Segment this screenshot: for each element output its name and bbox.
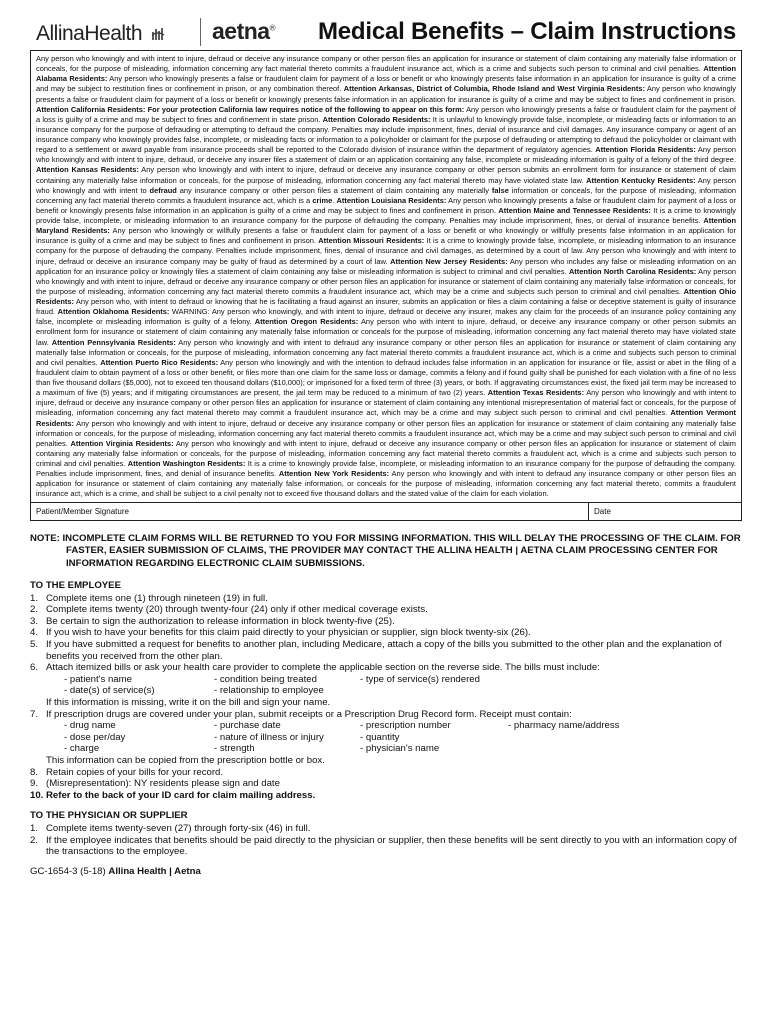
list-item (30, 593, 742, 605)
warning-text: Any person who with intent to injure, defraud, or deceive any insurance company or other person submits an enrollment form for insurance or statement of claim containing any materially false information or conceals for the purpose of misleading, information concerning any fact material thereto may have violated state law. (36, 317, 736, 347)
item-number: 1. (30, 823, 39, 835)
employee-instructions-list-end (30, 767, 742, 802)
item-number: 9. (30, 778, 39, 790)
state-heading: Attention Ohio Residents: (36, 286, 736, 306)
employee-instructions-list (30, 593, 742, 674)
employee-item-7 (30, 709, 742, 721)
warning-text: Any person who knowingly and with intent to injure, defraud or deceive any insurance company or other person files an application for insurance or statement of claim containing any intentional misrepresentation of material fact or conceals, for the purpose of misleading, information concerning any fact material thereto may commit a fraudulent insurance act, which may be a crime and may subject such person to criminal and civil penalties. (36, 388, 737, 418)
aetna-logo-text: aetna (212, 18, 270, 44)
warning-text: Any person who knowingly presents a false or fraudulent claim for payment of a loss or benefit or who knowingly presents false information in an application for insurance is guilty of a crime and may be subject to restitution fines or confinement in prison, or any combination thereof. (36, 74, 736, 94)
requirement-item: - quantity (360, 731, 400, 743)
state-heading: Attention North Carolina Residents: (568, 266, 697, 276)
state-heading: Attention New Jersey Residents: (390, 256, 508, 266)
warning-text: It is a crime to knowingly provide false, incomplete, or misleading information to an insurance company for the purpose of defrauding the company. Penalties include imprisonment, fines, denial of insurance and civil damages, as determined by a court of law. Any person who knowingly and with intent to injure, defraud or deceive an insurance company may be guilty of fraud as determined by a court of law. (36, 236, 736, 266)
list-item (30, 604, 742, 616)
fraud-warning-box (30, 50, 742, 502)
warning-text: Any person who knowingly and with intent to injure, defraud or deceive any insurance company or other person files an application for insurance or statement of claim containing any materially false information or conceals, for the purpose of misleading, information concerning any fact material thereto commits a fraudulent insurance act, which may be a crime and subjects such person to criminal and civil penalties. (36, 266, 736, 296)
item-number: 7. (30, 708, 39, 720)
state-heading: crime (312, 195, 333, 205)
warning-text: Any person who knowingly or willfully presents a false or fraudulent claim for payment of a loss or benefit or who knowingly or willfully presents false information in an application for insurance is guilty of a crime and may be subject to fines and confinement in prison. (36, 226, 736, 246)
list-item (30, 616, 742, 628)
warning-text: Any person who knowingly and with intent to injure, defraud or deceive any insurance company or other person files an application for insurance or statement of claim containing any materially false information or conceals, for the purpose of misleading, information concerning any fact material thereto commits a fraudulent insurance act, which is a crime and subjects such person to criminal and civil penalties. (36, 54, 736, 74)
footer-brand: Allina Health | Aetna (108, 865, 201, 877)
warning-text: Any person who knowingly and with the intention to defraud includes false information in an application for insurance or file, assist or abet in the filing of a fraudulent claim to obtain payment of a loss or other benefit, or files more than one claim for the same loss or damage, commits a felony and if found guilty shall be punished for each violation with a fine of no less than five thousand dollars ($5,000), not to exceed ten thousand dollars ($10,000); or imprisoned for a fixed term of three (3) years, or both. If aggravating circumstances exist, the fixed jail term may be increased to a maximum of five (5) years; and if mitigating circumstances are present, the jail term may be reduced to a minimum of two (2) years. (36, 357, 736, 398)
warning-text: It is a crime to knowingly provide false, incomplete, or misleading information to an insurance company for the purpose of defrauding the company. Penalties may include imprisonment, fines, or denial of insurance benefits. (36, 205, 736, 225)
list-item (30, 662, 742, 674)
employee-heading: TO THE EMPLOYEE (30, 579, 121, 591)
item-text: Attach itemized bills or ask your health care provider to complete the applicable section on the reverse side. The bills must include: (46, 662, 600, 674)
requirement-item: - condition being treated (214, 673, 317, 685)
item-text: If you wish to have your benefits for this claim paid directly to your physician or supplier, sign block twenty-six (26). (46, 627, 531, 639)
physician-heading: TO THE PHYSICIAN OR SUPPLIER (30, 810, 188, 822)
warning-text: Any person who knowingly and with intent to defraud any insurance company or other person files an application for insurance or statement of claim containing any materially false information or conceals, for the purpose of misleading, information concerning any fact material thereto commits a fraudulent insurance act, which is a crime and subjects such person to criminal and civil penalties. (36, 337, 736, 367)
list-item (30, 639, 742, 662)
state-heading: Attention California Residents: For your protection California law requires notice of the following to appear on this form: (36, 104, 465, 114)
list-item (30, 767, 742, 779)
warning-text: Any person who, with intent to defraud or knowing that he is facilitating a fraud against an insurer, submits an application or files a claim containing a false or deceptive statement is guilty of insurance fraud. (36, 297, 736, 317)
item-number: 3. (30, 615, 39, 627)
state-heading: Attention Louisiana Residents: (336, 195, 447, 205)
requirement-item: - charge (64, 743, 100, 755)
requirement-item: - dose per/day (64, 731, 126, 743)
page-header (30, 16, 742, 50)
warning-text: Any person who includes any false or misleading information on an application for an insurance policy or knowingly files a statement of claim containing any false or misleading information is subject to criminal and civil penalties. (36, 256, 736, 276)
state-heading: Attention Vermont Residents: (36, 408, 736, 428)
item-text: If you have submitted a request for benefits to another plan, including Medicare, attach a copy of the bills you submitted to the other plan and the explanation of benefits you received from the other plan. (46, 639, 722, 662)
allina-logo-text: AllinaHealth (36, 22, 143, 45)
rx-note: This information can be copied from the prescription bottle or box. (46, 755, 325, 766)
state-heading: Attention New York Residents: (278, 469, 390, 479)
list-item (30, 778, 742, 790)
item-number: 6. (30, 662, 39, 674)
form-footer (30, 866, 742, 877)
state-heading: Attention Kentucky Residents: (586, 175, 696, 185)
warning-text: Any person who knowingly and with intent to defraud any insurance company or other person files an application for insurance or statement of claim containing any materially false information, or conceals for the purpose of misleading, information concerning any fact material thereto, commits a fraudulent insurance act, which is a crime, and shall be subject to a civil penalty not to exceed five thousand dollars and the stated value of the claim for each violation. (36, 469, 736, 499)
state-heading: Attention Kansas Residents: (36, 165, 139, 175)
page-title: Medical Benefits – Claim Instructions (317, 18, 736, 45)
item-number: 2. (30, 604, 39, 616)
patient-signature-field[interactable]: Patient/Member Signature (31, 503, 589, 520)
state-heading: Attention Alabama Residents: (36, 64, 736, 84)
logo-divider (200, 18, 201, 46)
warning-text: Any person who knowingly and with intent to injure, defraud or deceive any insurance company or other person submits an enrollment form for insurance or statement of claim containing any materially false information or conceals, for the purpose of misleading, information concerning any fact material thereto may have violated state law. (36, 165, 736, 185)
requirement-item: - type of service(s) rendered (360, 673, 480, 685)
requirement-item: - purchase date (214, 720, 281, 732)
warning-text: any insurance company or other person files a statement of claim containing any materially (176, 185, 492, 195)
state-heading: Attention Oklahoma Residents: (57, 307, 170, 317)
requirement-item: - strength (214, 743, 255, 755)
item-number: 1. (30, 592, 39, 604)
item-text: If the employee indicates that benefits should be paid directly to the physician or supplier, then these benefits will be sent directly to you with an information copy of the transactions to the employee. (46, 834, 737, 858)
item-number: 4. (30, 627, 39, 639)
claim-note: NOTE: INCOMPLETE CLAIM FORMS WILL BE RETURNED TO YOU FOR MISSING INFORMATION. THIS WILL DELAY THE PROCESSING OF THE CLAIM. FOR FASTER, EASIER SUBMISSION OF CLAIMS, THE PROVIDER MAY CONTACT THE ALLINA HEALTH | AETNA CLAIM PROCESSING CENTER FOR INFORMATION REGARDING ELECTRONIC CLAIM SUBMISSIONS. (30, 532, 741, 570)
item-text: (Misrepresentation): NY residents please sign and date (46, 778, 280, 790)
requirement-item: - nature of illness or injury (214, 731, 324, 743)
requirement-item: - drug name (64, 720, 116, 732)
requirement-item (508, 732, 668, 744)
requirement-item: - pharmacy name/address (508, 720, 620, 732)
requirement-item: - patient's name (64, 673, 132, 685)
warning-text: Any person who knowingly and with intent to injure, defraud or deceive any insurance company or other person files an application for insurance or statement of claim containing any materially false information or conceals, for the purpose of misleading, information concerning any fact material thereto commits a fraudulent act, which is a crime and subjects such person to criminal and civil penalties. (36, 438, 737, 468)
item-number: 10. (30, 789, 44, 801)
item-number: 2. (30, 834, 39, 846)
list-item (30, 627, 742, 639)
state-heading: Attention Florida Residents: (595, 145, 696, 155)
receipt-requirements-list (30, 720, 742, 755)
trademark-icon: ® (269, 23, 275, 33)
bills-note: If this information is missing, write it on the bill and sign your name. (46, 697, 331, 709)
state-heading: Attention Puerto Rico Residents: (100, 357, 219, 367)
state-heading: Attention Texas Residents: (487, 388, 585, 398)
warning-text: Any person who knowingly and with intent to injure, defraud, or deceive any insurer files a statement of claim or an application containing any false, incomplete or misleading information is guilty of a felony of the third degree. (36, 145, 737, 165)
state-heading: Attention Maine and Tennessee Residents: (498, 205, 651, 215)
bills-requirements-list (30, 674, 742, 697)
item-number: 8. (30, 766, 39, 778)
warning-text: . (332, 195, 337, 205)
warning-text: Any person who knowingly presents a false or fraudulent claim for the payment of a loss is guilty of a crime and may be subject to fines and confinement in state prison. (36, 104, 736, 124)
warning-text: Any person who knowingly and with intent to (36, 175, 736, 195)
warning-text: information or conceals, for the purpose of misleading, information concerning any fact material thereto commits a fraudulent insurance act, which is a (36, 185, 736, 205)
aetna-logo (212, 18, 275, 45)
requirement-item: - relationship to employee (214, 685, 324, 697)
warning-text: WARNING: Any person who knowingly, and with intent to injure, defraud or deceive any insurer, makes any claim for the proceeds of an insurance policy containing any false, incomplete or misleading information is guilty of a felony. (36, 307, 737, 327)
item-text: Complete items twenty-seven (27) through forty-six (46) in full. (46, 823, 311, 835)
state-heading: Attention Oregon Residents: (254, 317, 359, 327)
warning-text: It is unlawful to knowingly provide false, incomplete, or misleading facts or information to an insurance company for the purpose of defrauding or attempting to defraud the company. Penalties may include imprisonment, fines, denial of insurance and civil damages. Any insurance company or agent of an insurance company who knowingly provides false, incomplete, or misleading facts or information to a policyholder or claimant for the purpose of defrauding or attempting to defraud the policyholder or claimant with regard to a settlement or award payable from insurance proceeds shall be reported to the Colorado division of insurance within the department of regulatory agencies. (36, 114, 737, 155)
state-heading: false (491, 185, 509, 195)
state-heading: defraud (149, 185, 177, 195)
warning-text: Any person who knowingly and with intent to injure, defraud or deceive any insurance company or other person files an application for insurance or statement of claim containing any materially false information or conceals, for the purpose of misleading, information concerning any fact material thereto commits a fraudulent insurance act, which may be a crime and may subject such person to criminal and civil penalties. (36, 418, 736, 448)
list-item (30, 823, 742, 835)
requirement-item: - prescription number (360, 720, 451, 732)
form-code: GC-1654-3 (5-18) (30, 865, 106, 877)
state-heading: Attention Virginia Residents: (70, 438, 174, 448)
item-text: Retain copies of your bills for your record. (46, 766, 224, 778)
signature-row (30, 502, 742, 521)
claim-instructions-page (30, 16, 742, 877)
item-text: Complete items twenty (20) through twenty-four (24) only if other medical coverage exists. (46, 604, 428, 616)
list-item (30, 790, 742, 802)
state-heading: Attention Maryland Residents: (36, 216, 736, 236)
item-text: Complete items one (1) through nineteen (19) in full. (46, 592, 268, 604)
warning-text: Any person who knowingly presents a false or fraudulent claim for payment of a loss or benefit or knowingly presents false information in an application is guilty of a crime and may be subject to fines and confinement in prison. (36, 195, 736, 215)
state-heading: Attention Arkansas, District of Columbia, Rhode Island and West Virginia Residents: (343, 84, 645, 94)
requirement-item: - date(s) of service(s) (64, 685, 155, 697)
state-heading: Attention Washington Residents: (127, 459, 246, 468)
state-heading: Attention Pennsylvania Residents: (51, 337, 176, 347)
allina-leaf-icon (150, 26, 166, 42)
list-item (30, 835, 742, 858)
item-text: Be certain to sign the authorization to release information in block twenty-five (25). (46, 615, 395, 627)
state-heading: Attention Missouri Residents: (318, 236, 425, 246)
list-item (30, 709, 742, 721)
physician-instructions-list (30, 823, 742, 858)
requirement-item: - physician's name (360, 743, 440, 755)
signature-date-field[interactable]: Date (594, 506, 611, 516)
warning-text: It is a crime to knowingly provide false, incomplete, or misleading information to an insurance company for the purpose of defrauding the company. Penalties include imprisonment, fines, and denial of insurance benefits. (36, 459, 736, 479)
item-text: If prescription drugs are covered under your plan, submit receipts or a Prescription Drug Record form. Receipt must contain: (46, 708, 572, 720)
item-number: 5. (30, 639, 39, 651)
item-text: Refer to the back of your ID card for claim mailing address. (46, 789, 316, 801)
requirement-item (508, 743, 668, 755)
state-heading: Attention Colorado Residents: (322, 114, 431, 124)
allina-health-logo (36, 22, 166, 46)
warning-text: Any person who knowingly presents a false or fraudulent claim for payment of a loss or benefit or knowingly presents false information in an application for insurance is guilty of a crime and may be subject to fines and confinement in prison. (36, 84, 737, 104)
